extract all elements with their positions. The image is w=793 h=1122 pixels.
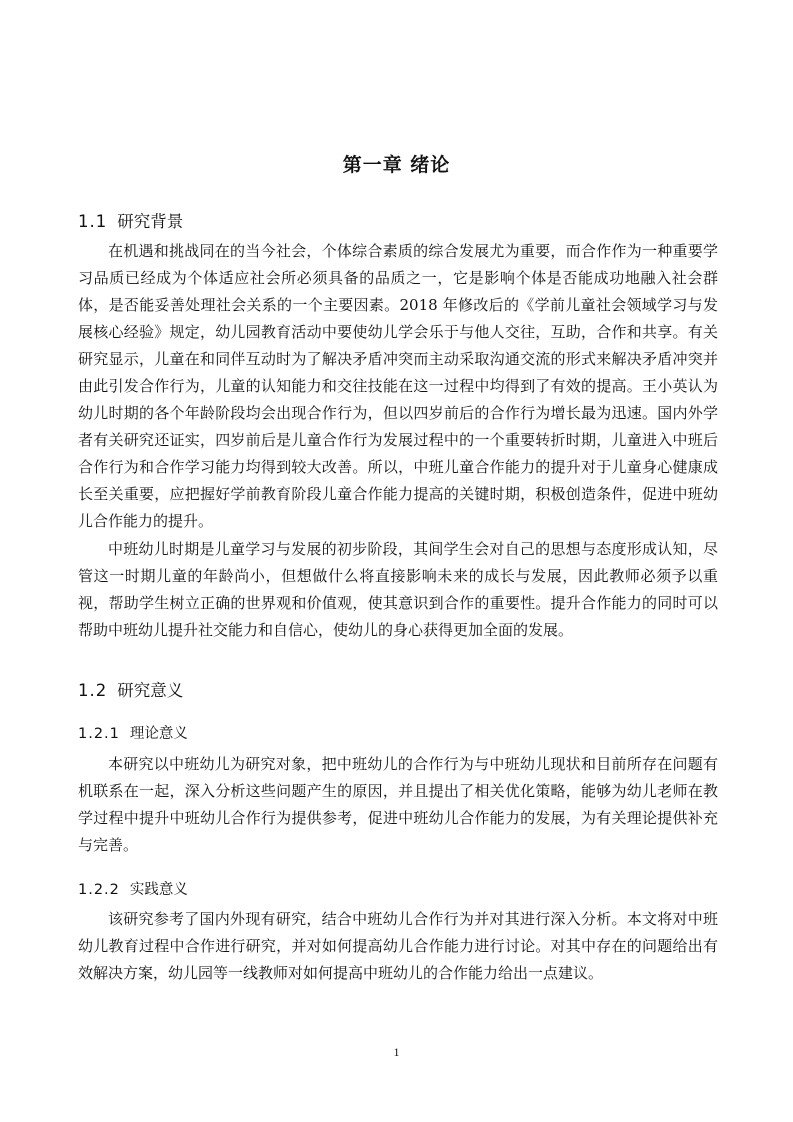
section-heading-1-1	[78, 208, 183, 232]
section-number: 1.2	[78, 681, 108, 700]
subsection-number: 1.2.1	[78, 726, 120, 742]
section-number: 1.1	[78, 212, 108, 231]
subsection-heading-1-2-1	[78, 722, 188, 743]
page-number: 1	[393, 1045, 400, 1059]
section-title: 研究背景	[117, 212, 184, 231]
section-title: 研究意义	[117, 681, 184, 700]
paragraph-practice: 该研究参考了国内外现有研究，结合中班幼儿合作行为并对其进行深入分析。本文将对中班幼儿教育过程中合作进行研究，并对如何提高幼儿合作能力进行讨论。对其中存在的问题给出有效解决方案，幼儿园等一线教师对如何提高中班幼儿的合作能力给出一点建议。	[78, 910, 718, 982]
subsection-title: 理论意义	[129, 726, 188, 742]
paragraph-background-2: 中班幼儿时期是儿童学习与发展的初步阶段，其间学生会对自己的思想与态度形成认知，尽管这一时期儿童的年龄尚小，但想做什么将直接影响未来的成长与发展，因此教师必须予以重视，帮助学生树立正确的世界观和价值观，使其意识到合作的重要性。提升合作能力的同时可以帮助中班幼儿提升社交能力和自信心，使幼儿的身心获得更加全面的发展。	[78, 540, 718, 639]
section-heading-1-2	[78, 677, 183, 701]
subsection-heading-1-2-2	[78, 878, 188, 899]
chapter-title: 第一章 绪论	[342, 154, 451, 176]
subsection-number: 1.2.2	[78, 882, 120, 898]
paragraph-background-1: 在机遇和挑战同在的当今社会，个体综合素质的综合发展尤为重要，而合作作为一种重要学习品质已经成为个体适应社会所必须具备的品质之一，它是影响个体是否能成功地融入社会群体，是否能妥善处理社会关系的一个主要因素。2018 年修改后的《学前儿童社会领域学习与发展核心经验》规定，幼儿园教育活动中要使幼儿学会乐于与他人交往，互助，合作和共享。有关研究显示，儿童在和同伴互动时为了解决矛盾冲突而主动采取沟通交流的形式来解决矛盾冲突并由此引发合作行为，儿童的认知能力和交往技能在这一过程中均得到了有效的提高。王小英认为幼儿时期的各个年龄阶段均会出现合作行为，但以四岁前后的合作行为增长最为迅速。国内外学者有关研究还证实，四岁前后是儿童合作行为发展过程中的一个重要转折时期，儿童进入中班后合作行为和合作学习能力均得到较大改善。所以，中班儿童合作能力的提升对于儿童身心健康成长至关重要，应把握好学前教育阶段儿童合作能力提高的关键时期，积极创造条件，促进中班幼儿合作能力的提升。	[78, 242, 718, 530]
subsection-title: 实践意义	[129, 882, 188, 898]
paragraph-theory: 本研究以中班幼儿为研究对象，把中班幼儿的合作行为与中班幼儿现状和目前所存在问题有机联系在一起，深入分析这些问题产生的原因，并且提出了相关优化策略，能够为幼儿老师在教学过程中提升中班幼儿合作行为提供参考，促进中班幼儿合作能力的发展，为有关理论提供补充与完善。	[78, 755, 718, 854]
